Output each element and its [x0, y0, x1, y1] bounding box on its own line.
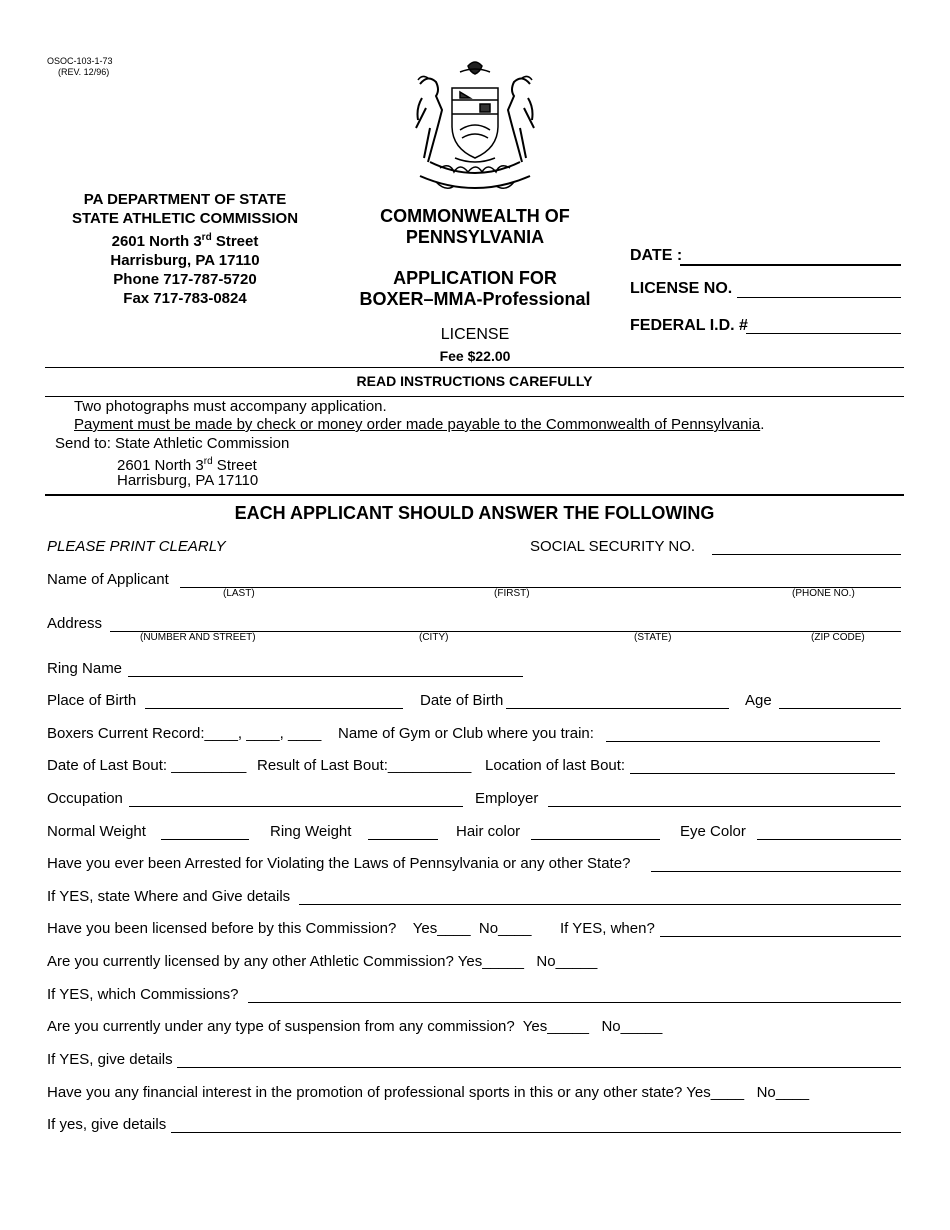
federal-id-field[interactable] [746, 333, 901, 334]
licensed-when-field[interactable] [660, 936, 901, 937]
date-label: DATE : [630, 247, 683, 264]
employer-label: Employer [475, 790, 539, 807]
arrested-field[interactable] [651, 871, 901, 872]
license-no-field[interactable] [737, 297, 901, 298]
ssn-field[interactable] [712, 554, 901, 555]
suspension-details-field[interactable] [177, 1067, 901, 1068]
employer-field[interactable] [548, 806, 901, 807]
eye-color-label: Eye Color [680, 823, 746, 840]
date-of-birth-label: Date of Birth [420, 692, 504, 709]
age-field[interactable] [779, 708, 901, 709]
divider [45, 396, 904, 397]
occupation-field[interactable] [129, 806, 463, 807]
license-no-label: LICENSE NO. [630, 280, 733, 297]
caption-city: (CITY) [419, 632, 449, 643]
dept-street: 2601 North 3rd Street [111, 232, 259, 250]
dept-name: PA DEPARTMENT OF STATE [83, 191, 287, 208]
caption-state: (STATE) [634, 632, 672, 643]
caption-street: (NUMBER AND STREET) [140, 632, 256, 643]
caption-zip: (ZIP CODE) [811, 632, 865, 643]
department-address-block [40, 190, 330, 308]
send-to-city: Harrisburg, PA 17110 [117, 472, 259, 489]
hair-color-label: Hair color [456, 823, 521, 840]
licensed-when-label: If YES, when? [560, 920, 655, 937]
dept-fax: Fax 717-783-0824 [123, 290, 247, 307]
instruction-payment: Payment must be made by check or money order made payable to the Commonwealth of Pennsylvania. [74, 416, 765, 433]
form-number: OSOC-103-1-73 [47, 56, 113, 66]
current-record-field[interactable]: Boxers Current Record:____, ____, ____ [47, 725, 322, 742]
date-of-birth-field[interactable] [506, 708, 729, 709]
caption-first: (FIRST) [494, 588, 530, 599]
financial-details-field[interactable] [171, 1132, 901, 1133]
last-bout-result-field[interactable]: Result of Last Bout:__________ [257, 757, 472, 774]
license-label: LICENSE [440, 326, 510, 343]
address-label: Address [47, 615, 103, 632]
divider [45, 367, 904, 368]
ring-name-label: Ring Name [47, 660, 123, 677]
dept-phone: Phone 717-787-5720 [113, 271, 257, 288]
form-revision: (REV. 12/96) [58, 67, 110, 77]
last-bout-date-field[interactable]: Date of Last Bout: _________ [47, 757, 247, 774]
applicant-section-heading: EACH APPLICANT SHOULD ANSWER THE FOLLOWING [234, 503, 715, 523]
fee-label: Fee $22.00 [439, 348, 511, 364]
age-label: Age [745, 692, 772, 709]
dept-city: Harrisburg, PA 17110 [110, 252, 260, 269]
suspension-question[interactable]: Are you currently under any type of suspension from any commission? Yes_____ No_____ [47, 1018, 663, 1035]
ring-weight-field[interactable] [368, 839, 438, 840]
normal-weight-label: Normal Weight [47, 823, 146, 840]
send-to-street: 2601 North 3rd Street [117, 456, 257, 474]
suspension-details-label: If YES, give details [47, 1051, 173, 1068]
hair-color-field[interactable] [531, 839, 660, 840]
last-bout-location-field[interactable] [630, 773, 895, 774]
ssn-label: SOCIAL SECURITY NO. [530, 538, 696, 555]
which-commissions-label: If YES, which Commissions? [47, 986, 239, 1003]
caption-last: (LAST) [223, 588, 255, 599]
place-of-birth-field[interactable] [145, 708, 403, 709]
commission-name: STATE ATHLETIC COMMISSION [71, 210, 299, 227]
print-clearly-note: PLEASE PRINT CLEARLY [47, 538, 226, 555]
other-commission-question[interactable]: Are you currently licensed by any other Athletic Commission? Yes_____ No_____ [47, 953, 598, 970]
date-field[interactable] [680, 264, 901, 266]
send-to: Send to: State Athletic Commission [55, 435, 290, 452]
federal-id-label: FEDERAL I.D. # [630, 317, 748, 334]
gym-field[interactable] [606, 741, 880, 742]
commonwealth-title: COMMONWEALTH OF PENNSYLVANIA [380, 206, 570, 247]
normal-weight-field[interactable] [161, 839, 249, 840]
name-label: Name of Applicant [47, 571, 169, 588]
occupation-label: Occupation [47, 790, 123, 807]
last-bout-location-label: Location of last Bout: [485, 757, 626, 774]
which-commissions-field[interactable] [248, 1002, 901, 1003]
arrested-question: Have you ever been Arrested for Violating the Laws of Pennsylvania or any other State? [47, 855, 631, 872]
instruction-photos: Two photographs must accompany application. [74, 398, 387, 415]
licensed-before-question[interactable]: Have you been licensed before by this Commission? Yes____ No____ [47, 920, 532, 937]
eye-color-field[interactable] [757, 839, 901, 840]
arrested-details-label: If YES, state Where and Give details [47, 888, 291, 905]
financial-details-label: If yes, give details [47, 1116, 167, 1133]
form-code [47, 56, 113, 78]
gym-label: Name of Gym or Club where you train: [338, 725, 594, 742]
divider [45, 494, 904, 496]
instructions-heading: READ INSTRUCTIONS CAREFULLY [356, 373, 593, 389]
financial-interest-question[interactable]: Have you any financial interest in the promotion of professional sports in this or any other state? Yes____ No____ [47, 1084, 810, 1101]
application-title: APPLICATION FOR BOXER–MMA-Professional [359, 268, 591, 309]
place-of-birth-label: Place of Birth [47, 692, 137, 709]
pennsylvania-coat-of-arms-seal [400, 58, 550, 196]
ring-weight-label: Ring Weight [270, 823, 352, 840]
caption-phone: (PHONE NO.) [792, 588, 855, 599]
ring-name-field[interactable] [128, 676, 523, 677]
arrested-details-field[interactable] [299, 904, 901, 905]
